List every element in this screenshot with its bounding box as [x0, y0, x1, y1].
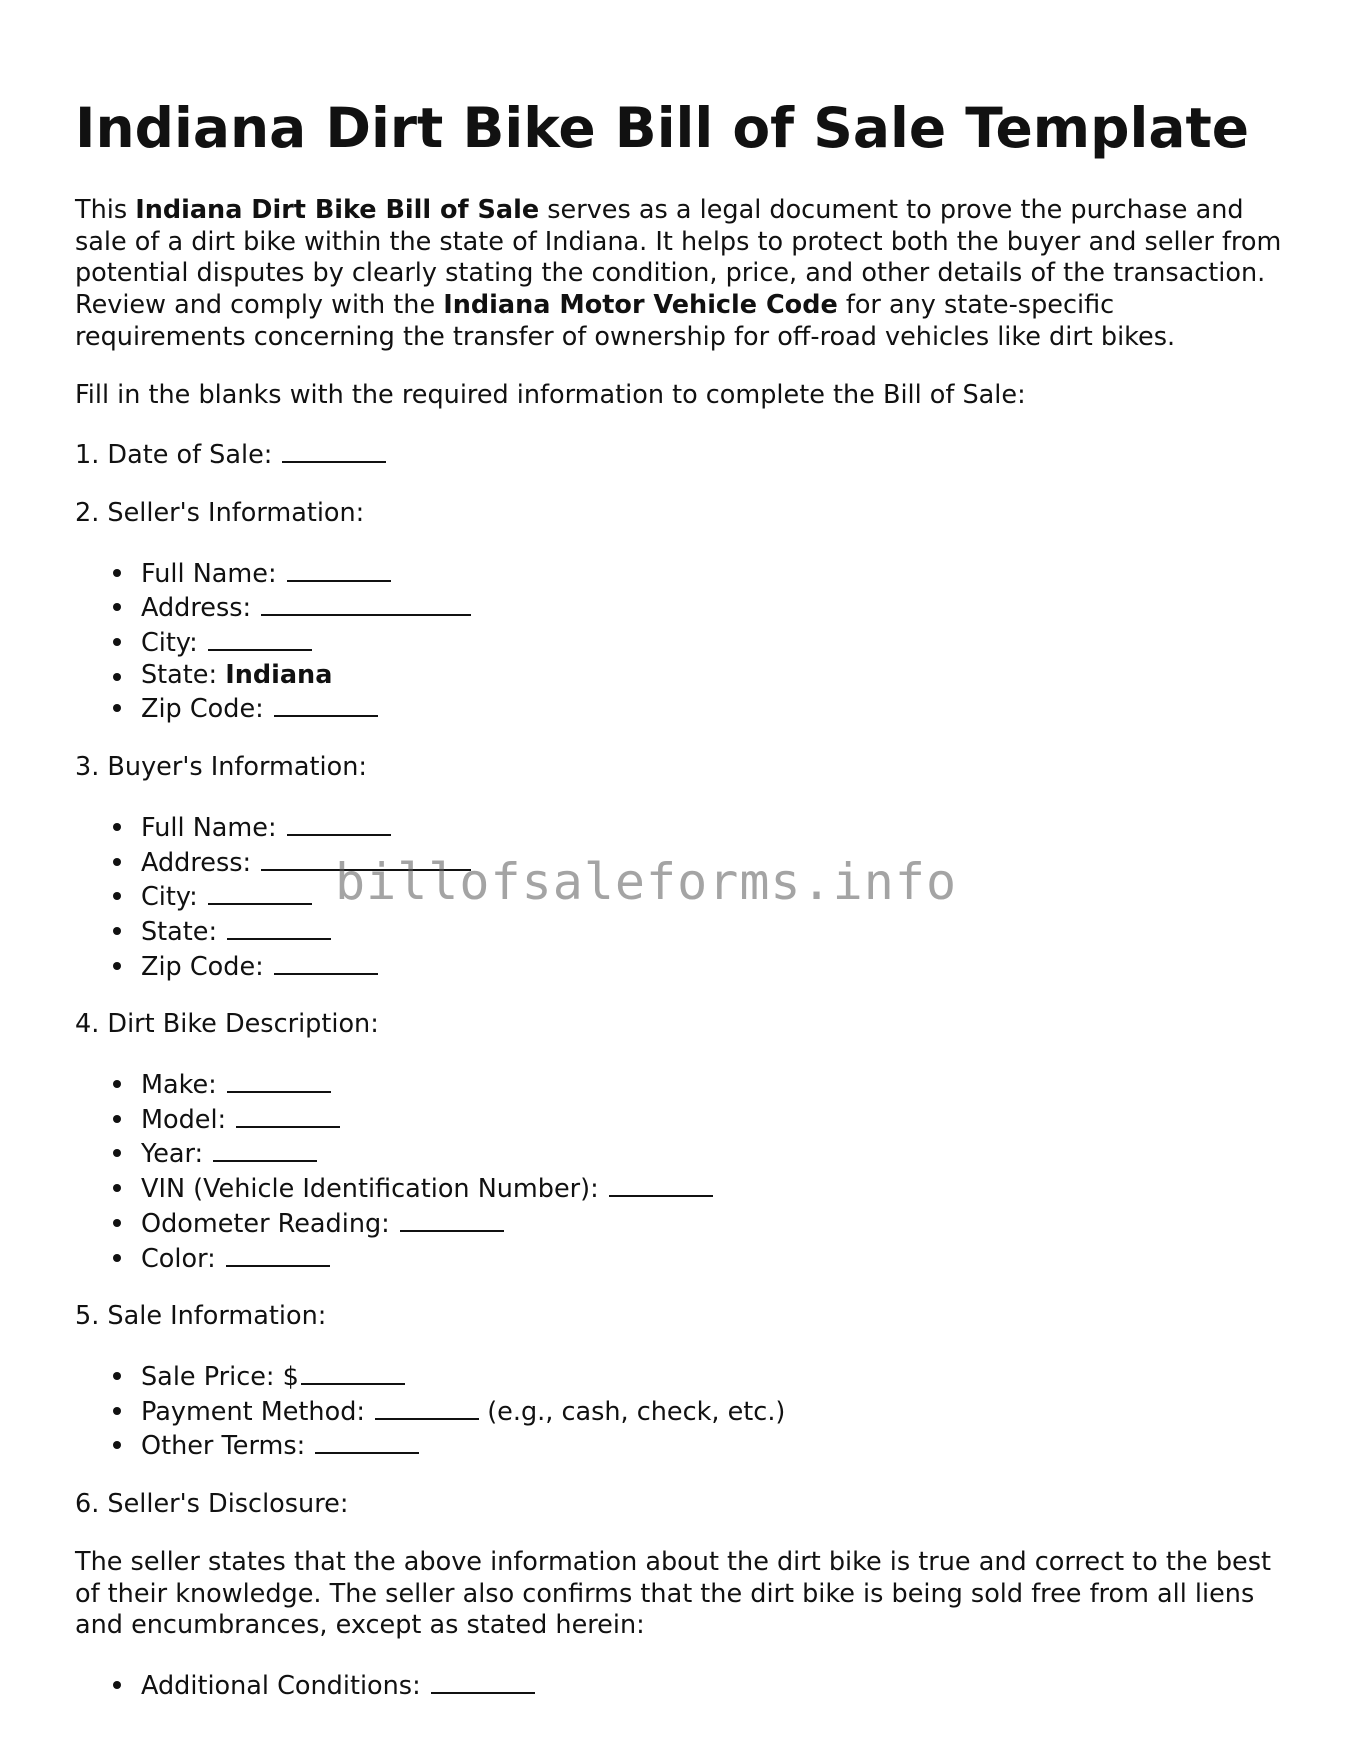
bike-model-blank[interactable] [236, 1102, 340, 1128]
page-title: Indiana Dirt Bike Bill of Sale Template [75, 96, 1250, 160]
list-item [75, 556, 1290, 591]
bike-color-blank[interactable] [226, 1241, 330, 1267]
bike-description-list [75, 1067, 1290, 1275]
additional-conditions-label: Additional Conditions: [141, 1670, 421, 1701]
intro-middle: serves as a legal document to prove the purchase and sale of a dirt bike within the state of Indiana. It helps to protect both the buyer and seller from potential disputes by clearly stating the condition, price, and other details of the transaction. Review and comply with the [75, 195, 1282, 321]
list-item [75, 914, 1290, 949]
bike-color-label: Color: [141, 1243, 216, 1274]
list-item [75, 590, 1290, 625]
list-item [75, 1067, 1290, 1102]
seller-city-label: City: [141, 628, 198, 659]
date-of-sale-blank[interactable] [282, 437, 386, 463]
list-item [75, 691, 1290, 726]
buyer-full-name-label: Full Name: [141, 812, 277, 843]
list-item [75, 845, 1290, 880]
seller-address-blank[interactable] [261, 590, 471, 616]
seller-zip-blank[interactable] [274, 691, 378, 717]
buyer-city-blank[interactable] [208, 879, 312, 905]
buyer-zip-label: Zip Code: [141, 951, 264, 982]
intro-bold-form-name: Indiana Dirt Bike Bill of Sale [135, 195, 540, 225]
seller-heading: 2. Seller's Information: [75, 497, 365, 528]
list-item [75, 1428, 1290, 1463]
buyer-state-blank[interactable] [227, 914, 331, 940]
intro-bold-code-name: Indiana Motor Vehicle Code [443, 290, 838, 321]
sale-info-list [75, 1359, 1290, 1463]
sale-price-label: Sale Price: $ [141, 1361, 299, 1392]
disclosure-text: The seller states that the above information about the dirt bike is true and correct to the best of their knowledge. The seller also confirms that the dirt bike is being sold free from all liens and encumbrances, except as stated herein: [75, 1546, 1271, 1641]
list-item [75, 1359, 1290, 1394]
list-item [75, 625, 1290, 660]
intro-suffix: for any state-specific requirements concerning the transfer of ownership for off-road vehicles like dirt bikes. [75, 290, 1176, 352]
seller-full-name-blank[interactable] [287, 556, 391, 582]
seller-info-list [75, 556, 1290, 727]
fill-instruction: Fill in the blanks with the required information to complete the Bill of Sale: [75, 379, 1026, 410]
seller-full-name-label: Full Name: [141, 558, 277, 589]
other-terms-label: Other Terms: [141, 1431, 306, 1462]
buyer-info-list [75, 810, 1290, 984]
seller-address-label: Address: [141, 593, 252, 624]
bike-make-blank[interactable] [227, 1067, 331, 1093]
bike-odometer-label: Odometer Reading: [141, 1208, 390, 1239]
bike-make-label: Make: [141, 1070, 217, 1101]
list-item [75, 1102, 1290, 1137]
list-item [75, 949, 1290, 984]
list-item [75, 1206, 1290, 1241]
sale-price-blank[interactable] [301, 1359, 405, 1385]
additional-conditions-blank[interactable] [431, 1668, 535, 1694]
list-item [75, 879, 1290, 914]
buyer-address-label: Address: [141, 847, 252, 878]
bike-year-blank[interactable] [213, 1136, 317, 1162]
buyer-state-label: State: [141, 916, 218, 947]
list-item [75, 1241, 1290, 1276]
seller-state-value: Indiana [225, 659, 333, 690]
date-of-sale-line [75, 437, 1290, 472]
list-item [75, 1394, 1290, 1429]
seller-city-blank[interactable] [208, 625, 312, 651]
seller-state-label: State: [141, 659, 218, 690]
buyer-zip-blank[interactable] [274, 949, 378, 975]
bike-model-label: Model: [141, 1104, 227, 1135]
bike-vin-label: VIN (Vehicle Identification Number): [141, 1174, 599, 1205]
other-terms-blank[interactable] [315, 1428, 419, 1454]
buyer-city-label: City: [141, 882, 198, 913]
seller-zip-label: Zip Code: [141, 694, 264, 725]
bike-odometer-blank[interactable] [400, 1206, 504, 1232]
list-item [75, 1136, 1290, 1171]
watermark: billofsaleforms.info [335, 853, 958, 911]
list-item [75, 1668, 1290, 1703]
document-page [75, 0, 1290, 1703]
date-of-sale-label: 1. Date of Sale: [75, 440, 273, 471]
list-item [75, 1171, 1290, 1206]
buyer-address-blank[interactable] [261, 845, 471, 871]
bike-year-label: Year: [141, 1139, 204, 1170]
buyer-heading: 3. Buyer's Information: [75, 752, 367, 783]
sale-heading: 5. Sale Information: [75, 1301, 327, 1332]
buyer-full-name-blank[interactable] [287, 810, 391, 836]
disclosure-list [75, 1668, 1290, 1703]
payment-method-label: Payment Method: [141, 1396, 365, 1427]
disclosure-heading: 6. Seller's Disclosure: [75, 1489, 349, 1520]
payment-method-blank[interactable] [375, 1394, 479, 1420]
bike-vin-blank[interactable] [609, 1171, 713, 1197]
list-item [75, 810, 1290, 845]
bike-heading: 4. Dirt Bike Description: [75, 1009, 379, 1040]
intro-paragraph [75, 195, 1290, 354]
list-item [75, 660, 1290, 692]
intro-prefix: This [75, 195, 136, 225]
payment-method-note: (e.g., cash, check, etc.) [487, 1396, 786, 1427]
